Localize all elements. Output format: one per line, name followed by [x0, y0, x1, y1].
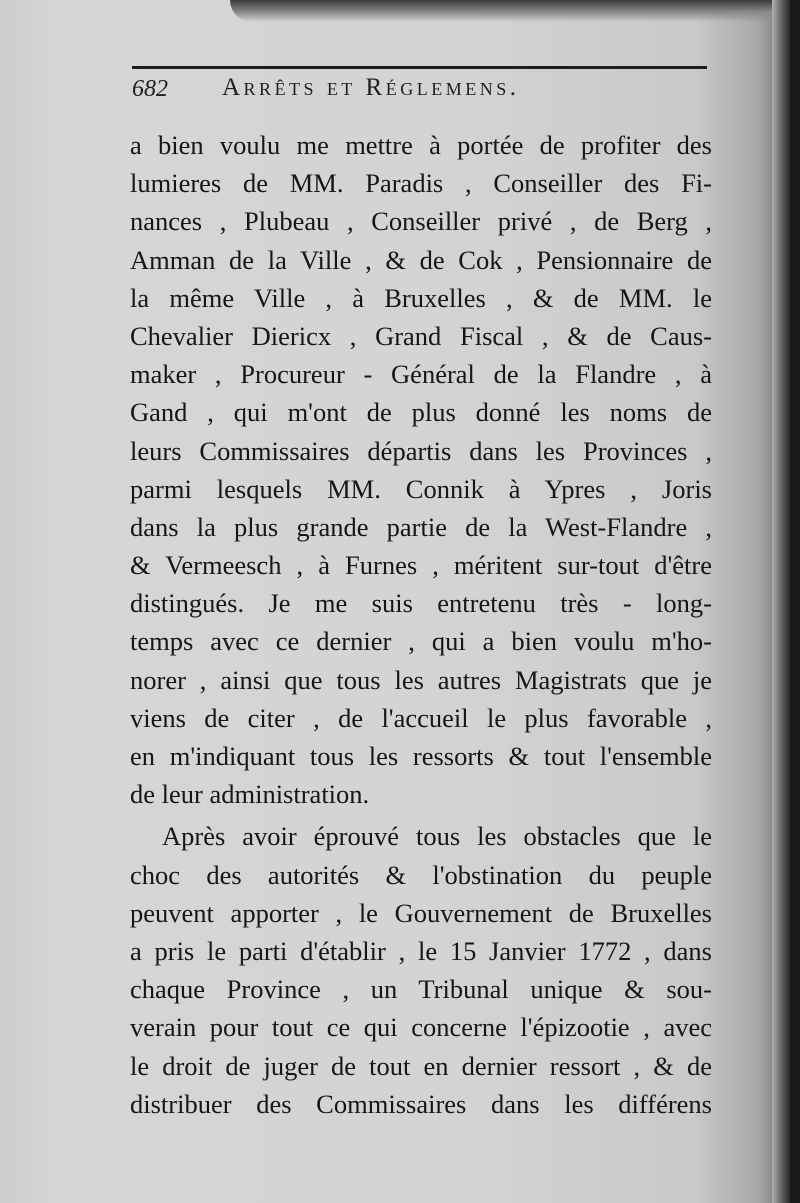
- page-gutter-shadow: [772, 0, 790, 1203]
- text-line: distingués. Je me suis entretenu très - long-: [130, 588, 712, 619]
- text-line: norer , ainsi que tous les autres Magistrats que je: [130, 664, 712, 695]
- text-line: leurs Commissaires départis dans les Provinces ,: [130, 435, 712, 466]
- page-header: [132, 66, 712, 106]
- header-rule: [132, 66, 707, 69]
- text-line: Après avoir éprouvé tous les obstacles que le: [162, 821, 712, 852]
- text-line: dans la plus grande partie de la West-Flandre ,: [130, 511, 712, 542]
- text-line: peuvent apporter , le Gouvernement de Bruxelles: [130, 897, 712, 928]
- page-number: 682: [132, 76, 168, 102]
- text-line: verain pour tout ce qui concerne l'épizootie , avec: [130, 1012, 712, 1043]
- text-line: maker , Procureur - Général de la Flandre , à: [130, 359, 712, 390]
- text-line: en m'indiquant tous les ressorts & tout l'ensemble: [130, 741, 712, 771]
- paragraph-2: [130, 817, 712, 1123]
- text-line: de leur administration.: [130, 779, 370, 810]
- body-text: [130, 126, 712, 1123]
- paragraph-1: [130, 126, 712, 813]
- text-line: lumieres de MM. Paradis , Conseiller des Fi-: [130, 168, 712, 199]
- text-line: Chevalier Diericx , Grand Fiscal , & de Caus-: [130, 320, 712, 351]
- text-line: a bien voulu me mettre à portée de profiter des: [130, 130, 712, 160]
- text-line: & Vermeesch , à Furnes , méritent sur-tout d'être: [130, 550, 712, 581]
- text-line: nances , Plubeau , Conseiller privé , de Berg ,: [130, 206, 712, 237]
- text-line: chaque Province , un Tribunal unique & sou-: [130, 974, 712, 1005]
- text-line: Gand , qui m'ont de plus donné les noms de: [130, 397, 712, 428]
- text-line: choc des autorités & l'obstination du peuple: [130, 859, 712, 890]
- text-line: distribuer des Commissaires dans les différens: [130, 1088, 712, 1119]
- page-top-shadow: [230, 0, 790, 22]
- text-line: viens de citer , de l'accueil le plus favorable ,: [130, 702, 712, 733]
- text-line: a pris le parti d'établir , le 15 Janvier 1772 , dans: [130, 935, 712, 966]
- text-line: temps avec ce dernier , qui a bien voulu m'ho-: [130, 626, 712, 657]
- running-title: Arrêts et Réglemens.: [222, 74, 520, 101]
- text-line: parmi lesquels MM. Connik à Ypres , Joris: [130, 473, 712, 504]
- text-line: Amman de la Ville , & de Cok , Pensionnaire de: [130, 244, 712, 275]
- text-line: le droit de juger de tout en dernier ressort , & de: [130, 1050, 712, 1081]
- text-line: la même Ville , à Bruxelles , & de MM. le: [130, 282, 712, 313]
